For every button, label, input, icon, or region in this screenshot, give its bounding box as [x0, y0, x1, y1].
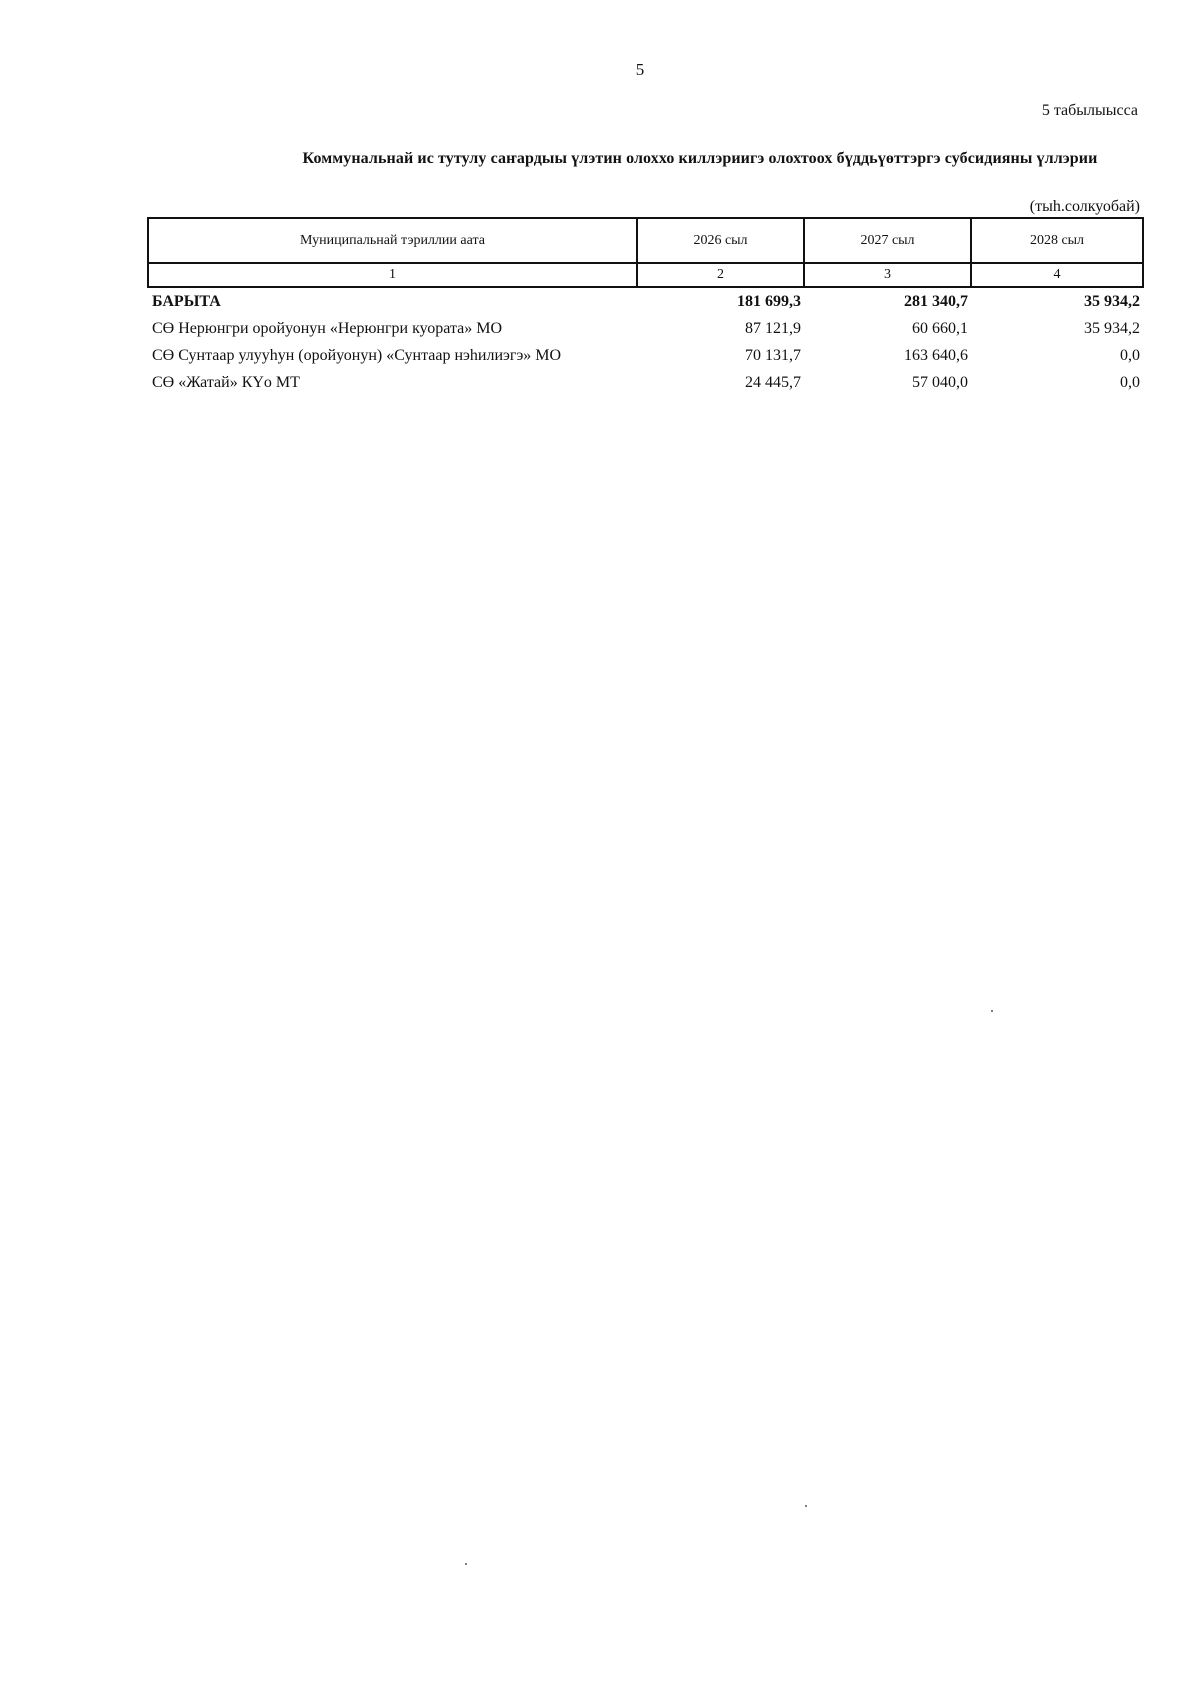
document-title: Коммунальнай ис тутулу саҥардыы үлэтин олоххо киллэриигэ олохтоох бүддьүөттэргэ субсидияны үллэрии	[302, 150, 1098, 167]
page-number: 5	[635, 60, 645, 79]
value-2028: 0,0	[1120, 346, 1140, 364]
value-2028: 35 934,2	[1084, 319, 1140, 337]
value-2027: 60 660,1	[912, 319, 968, 337]
subsidy-table	[147, 217, 1144, 396]
table-row	[148, 315, 1143, 342]
municipality-name: СӨ Сунтаар улууһун (оройуонун) «Сунтаар нэһилиэгэ» МО	[152, 346, 562, 364]
total-2028: 35 934,2	[1084, 292, 1140, 310]
table-row	[148, 342, 1143, 369]
total-row	[148, 287, 1143, 315]
value-2026: 87 121,9	[745, 319, 801, 337]
column-number: 2	[637, 263, 804, 287]
header-2028: 2028 сыл	[971, 218, 1143, 263]
column-number-row	[148, 263, 1143, 287]
units-label: (тыһ.солкуобай)	[1029, 198, 1140, 215]
table-row	[148, 369, 1143, 396]
scan-speck	[805, 1505, 807, 1507]
value-2028: 0,0	[1120, 373, 1140, 391]
column-number: 3	[804, 263, 971, 287]
total-2027: 281 340,7	[904, 292, 968, 310]
municipality-name: СӨ «Жатай» КҮо МТ	[152, 373, 300, 391]
value-2026: 24 445,7	[745, 373, 801, 391]
header-2027: 2027 сыл	[804, 218, 971, 263]
total-2026: 181 699,3	[737, 292, 801, 310]
total-label: БАРЫТА	[152, 292, 221, 310]
scan-speck	[465, 1563, 467, 1565]
appendix-label: 5 табылыысса	[1041, 102, 1138, 119]
municipality-name: СӨ Нерюнгри оройуонун «Нерюнгри куората» МО	[152, 319, 503, 337]
value-2027: 57 040,0	[912, 373, 968, 391]
scan-speck	[991, 1010, 993, 1012]
value-2026: 70 131,7	[745, 346, 801, 364]
value-2027: 163 640,6	[904, 346, 968, 364]
column-number: 4	[971, 263, 1143, 287]
column-number: 1	[148, 263, 637, 287]
table-header-row	[148, 218, 1143, 263]
header-2026: 2026 сыл	[637, 218, 804, 263]
header-municipality: Муниципальнай тэриллии аата	[148, 218, 637, 263]
